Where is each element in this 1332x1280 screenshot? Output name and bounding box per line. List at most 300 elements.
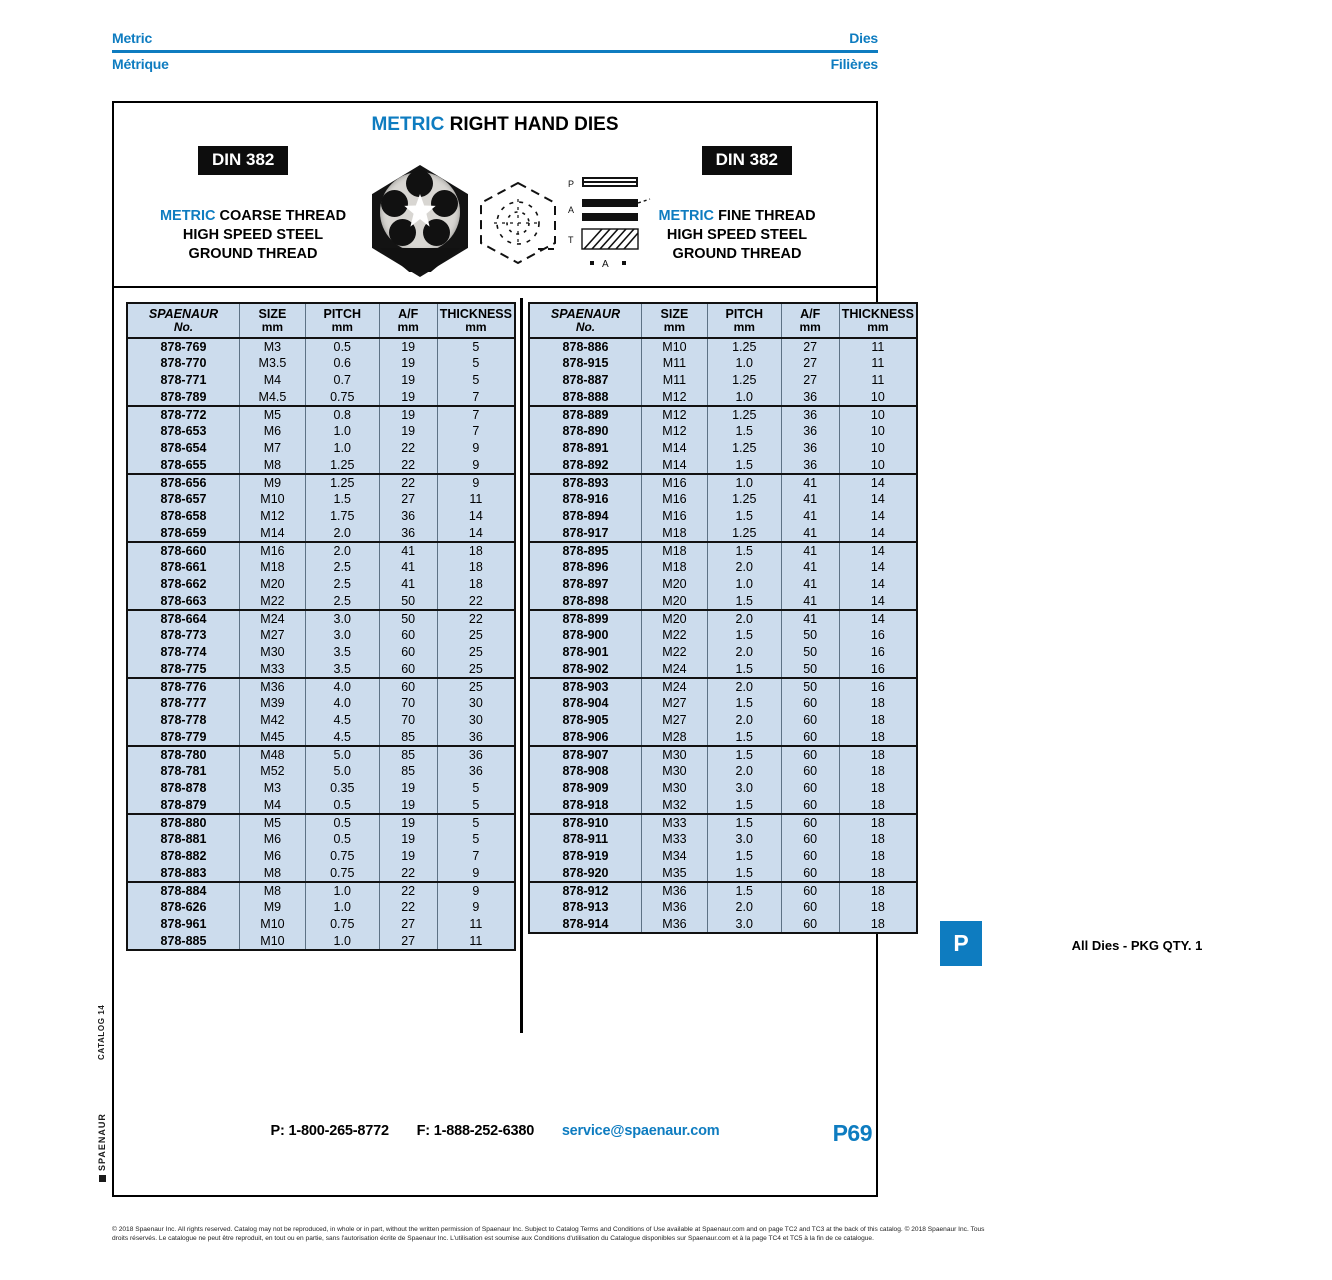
table-row xyxy=(529,712,917,729)
fine-thread-table xyxy=(528,302,918,934)
cell-pitch: 4.0 xyxy=(305,695,379,712)
cell-thickness: 11 xyxy=(839,355,917,372)
cell-thickness: 7 xyxy=(437,406,515,423)
cell-across-flats: 27 xyxy=(379,933,437,950)
cell-size: M12 xyxy=(641,389,707,406)
table-row xyxy=(127,576,515,593)
cell-across-flats: 36 xyxy=(781,406,839,423)
table-row xyxy=(529,542,917,559)
cell-thickness: 25 xyxy=(437,678,515,695)
cell-across-flats: 19 xyxy=(379,372,437,389)
cell-part-number: 878-664 xyxy=(127,610,239,627)
cell-size: M33 xyxy=(641,814,707,831)
cell-part-number: 878-917 xyxy=(529,525,641,542)
cell-part-number: 878-770 xyxy=(127,355,239,372)
header-left-subtitle: Métrique xyxy=(112,56,169,72)
cell-thickness: 14 xyxy=(839,593,917,610)
cell-thickness: 5 xyxy=(437,780,515,797)
cell-part-number: 878-879 xyxy=(127,797,239,814)
cell-pitch: 1.5 xyxy=(707,746,781,763)
cell-part-number: 878-916 xyxy=(529,491,641,508)
cell-across-flats: 60 xyxy=(781,797,839,814)
cell-across-flats: 22 xyxy=(379,865,437,882)
cell-thickness: 16 xyxy=(839,678,917,695)
cell-across-flats: 22 xyxy=(379,440,437,457)
table-row xyxy=(529,729,917,746)
coarse-thread-table-wrapper xyxy=(126,302,516,951)
cell-thickness: 14 xyxy=(839,525,917,542)
cell-pitch: 1.0 xyxy=(305,899,379,916)
table-row xyxy=(529,780,917,797)
cell-thickness: 18 xyxy=(839,882,917,899)
cell-pitch: 1.0 xyxy=(707,389,781,406)
cell-pitch: 2.0 xyxy=(707,559,781,576)
column-header-pitch: PITCH mm xyxy=(707,303,781,338)
cell-size: M22 xyxy=(641,644,707,661)
cell-part-number: 878-894 xyxy=(529,508,641,525)
cell-across-flats: 19 xyxy=(379,831,437,848)
cell-pitch: 1.0 xyxy=(305,440,379,457)
cell-size: M3 xyxy=(239,780,305,797)
table-row xyxy=(529,474,917,491)
cell-pitch: 1.5 xyxy=(707,423,781,440)
cell-size: M18 xyxy=(641,542,707,559)
cell-size: M4 xyxy=(239,797,305,814)
cell-size: M24 xyxy=(641,661,707,678)
cell-thickness: 14 xyxy=(437,525,515,542)
cell-part-number: 878-657 xyxy=(127,491,239,508)
cell-thickness: 9 xyxy=(437,899,515,916)
cell-part-number: 878-662 xyxy=(127,576,239,593)
svg-text:T: T xyxy=(568,235,574,245)
column-header-part-number: SPAENAUR No. xyxy=(529,303,641,338)
table-row xyxy=(127,457,515,474)
cell-across-flats: 27 xyxy=(781,338,839,355)
table-row xyxy=(127,729,515,746)
table-row xyxy=(127,746,515,763)
spec-line3-coarse: GROUND THREAD xyxy=(188,246,318,262)
cell-across-flats: 36 xyxy=(781,423,839,440)
table-row xyxy=(127,406,515,423)
cell-size: M36 xyxy=(641,882,707,899)
cell-size: M39 xyxy=(239,695,305,712)
cell-across-flats: 36 xyxy=(781,389,839,406)
cell-across-flats: 50 xyxy=(781,678,839,695)
cell-thickness: 14 xyxy=(839,474,917,491)
cell-across-flats: 22 xyxy=(379,457,437,474)
hex-die-line-drawing-icon xyxy=(476,179,560,267)
cell-pitch: 2.5 xyxy=(305,559,379,576)
cell-pitch: 0.6 xyxy=(305,355,379,372)
cell-pitch: 0.5 xyxy=(305,814,379,831)
cell-across-flats: 60 xyxy=(781,695,839,712)
tables-area xyxy=(114,288,1203,1048)
legal-text-french: © 2018 Spaenaur Inc. Tous droits réservés. Le catalogue ne peut être reproduit, en tout ou en partie, sans l'autorisation écrite de Spaenaur Inc. L'utilisation est soumise aux Conditions d'utilisation du Catalogue disponibles sur Spaenaur.com et à la page TC4 et TC5 à la fin de ce catalogue. xyxy=(112,1226,985,1243)
brand-mark-icon xyxy=(99,1175,106,1182)
table-row xyxy=(529,508,917,525)
cell-size: M27 xyxy=(641,695,707,712)
table-row xyxy=(529,831,917,848)
table-column-divider xyxy=(520,298,523,1033)
table-row xyxy=(127,644,515,661)
cell-size: M20 xyxy=(641,610,707,627)
table-row xyxy=(529,593,917,610)
cell-size: M6 xyxy=(239,831,305,848)
cell-thickness: 16 xyxy=(839,627,917,644)
table-row xyxy=(529,372,917,389)
table-row xyxy=(127,338,515,355)
cell-part-number: 878-918 xyxy=(529,797,641,814)
section-tab-p: P xyxy=(940,921,982,966)
cell-part-number: 878-910 xyxy=(529,814,641,831)
spec-text-coarse xyxy=(128,207,378,264)
cell-across-flats: 50 xyxy=(781,661,839,678)
cell-size: M3 xyxy=(239,338,305,355)
table-row xyxy=(127,593,515,610)
cell-part-number: 878-880 xyxy=(127,814,239,831)
cell-thickness: 14 xyxy=(839,542,917,559)
table-row xyxy=(127,372,515,389)
cell-part-number: 878-661 xyxy=(127,559,239,576)
table-row xyxy=(529,491,917,508)
cell-thickness: 18 xyxy=(839,814,917,831)
cell-size: M4.5 xyxy=(239,389,305,406)
cell-across-flats: 50 xyxy=(379,593,437,610)
cell-thickness: 36 xyxy=(437,746,515,763)
cell-thickness: 10 xyxy=(839,389,917,406)
cell-part-number: 878-900 xyxy=(529,627,641,644)
spec-line3-fine: GROUND THREAD xyxy=(672,246,802,262)
cell-pitch: 1.25 xyxy=(707,491,781,508)
cell-part-number: 878-889 xyxy=(529,406,641,423)
cell-size: M12 xyxy=(641,406,707,423)
cell-part-number: 878-919 xyxy=(529,848,641,865)
cell-thickness: 18 xyxy=(839,899,917,916)
cell-pitch: 1.5 xyxy=(707,848,781,865)
cell-pitch: 2.5 xyxy=(305,593,379,610)
cell-thickness: 11 xyxy=(839,338,917,355)
cell-pitch: 0.75 xyxy=(305,389,379,406)
cell-size: M14 xyxy=(239,525,305,542)
cell-size: M11 xyxy=(641,355,707,372)
support-email-link[interactable]: service@spaenaur.com xyxy=(561,1123,720,1139)
cell-pitch: 1.5 xyxy=(707,865,781,882)
table-row xyxy=(127,933,515,950)
cell-pitch: 3.5 xyxy=(305,661,379,678)
cell-size: M10 xyxy=(239,916,305,933)
cell-thickness: 5 xyxy=(437,797,515,814)
cell-thickness: 11 xyxy=(437,916,515,933)
cell-size: M27 xyxy=(239,627,305,644)
cell-part-number: 878-775 xyxy=(127,661,239,678)
cell-across-flats: 41 xyxy=(781,610,839,627)
fax-label: F: xyxy=(416,1123,430,1139)
header-left-title: Metric xyxy=(112,30,153,46)
cell-thickness: 16 xyxy=(839,644,917,661)
cell-thickness: 18 xyxy=(839,712,917,729)
table-row xyxy=(127,797,515,814)
cell-across-flats: 60 xyxy=(379,661,437,678)
cell-across-flats: 36 xyxy=(781,457,839,474)
table-row xyxy=(127,814,515,831)
spec-line1-fine: FINE THREAD xyxy=(714,208,816,224)
cell-thickness: 18 xyxy=(437,559,515,576)
cell-across-flats: 41 xyxy=(781,542,839,559)
cell-pitch: 1.5 xyxy=(707,542,781,559)
cell-across-flats: 19 xyxy=(379,389,437,406)
cell-size: M8 xyxy=(239,457,305,474)
cell-size: M20 xyxy=(239,576,305,593)
cell-across-flats: 22 xyxy=(379,882,437,899)
cell-size: M45 xyxy=(239,729,305,746)
cell-pitch: 1.5 xyxy=(707,627,781,644)
cell-part-number: 878-774 xyxy=(127,644,239,661)
page-title-rest: RIGHT HAND DIES xyxy=(444,114,619,135)
cell-pitch: 0.5 xyxy=(305,831,379,848)
cell-part-number: 878-773 xyxy=(127,627,239,644)
din-standard-badge-fine: DIN 382 xyxy=(702,146,792,175)
table-row xyxy=(127,542,515,559)
cell-thickness: 9 xyxy=(437,474,515,491)
cell-thickness: 18 xyxy=(839,848,917,865)
cell-thickness: 25 xyxy=(437,627,515,644)
cell-size: M20 xyxy=(641,576,707,593)
cell-thickness: 10 xyxy=(839,457,917,474)
cell-across-flats: 41 xyxy=(781,559,839,576)
cell-size: M34 xyxy=(641,848,707,865)
cell-part-number: 878-654 xyxy=(127,440,239,457)
cell-pitch: 4.5 xyxy=(305,712,379,729)
cell-size: M4 xyxy=(239,372,305,389)
table-row xyxy=(529,440,917,457)
table-row xyxy=(529,644,917,661)
spec-accent-coarse: METRIC xyxy=(159,208,216,224)
cell-size: M35 xyxy=(641,865,707,882)
cell-part-number: 878-881 xyxy=(127,831,239,848)
cell-thickness: 9 xyxy=(437,440,515,457)
table-row xyxy=(127,508,515,525)
cell-size: M16 xyxy=(641,474,707,491)
cell-size: M22 xyxy=(641,627,707,644)
column-header-thickness: THICKNESS mm xyxy=(839,303,917,338)
cell-across-flats: 19 xyxy=(379,355,437,372)
cell-thickness: 9 xyxy=(437,865,515,882)
fine-thread-table-wrapper xyxy=(528,302,1203,953)
cell-across-flats: 60 xyxy=(781,780,839,797)
column-header-thickness: THICKNESS mm xyxy=(437,303,515,338)
table-row xyxy=(127,763,515,780)
cell-across-flats: 50 xyxy=(781,627,839,644)
cell-size: M18 xyxy=(239,559,305,576)
table-row xyxy=(529,576,917,593)
cell-thickness: 7 xyxy=(437,423,515,440)
cell-part-number: 878-913 xyxy=(529,899,641,916)
cell-pitch: 1.25 xyxy=(305,474,379,491)
cell-part-number: 878-961 xyxy=(127,916,239,933)
cell-thickness: 10 xyxy=(839,440,917,457)
table-row xyxy=(529,355,917,372)
cell-thickness: 18 xyxy=(839,797,917,814)
cell-size: M30 xyxy=(641,780,707,797)
cell-thickness: 14 xyxy=(839,491,917,508)
product-artwork xyxy=(372,161,652,283)
cell-thickness: 36 xyxy=(437,729,515,746)
cell-part-number: 878-885 xyxy=(127,933,239,950)
header-right-title: Dies xyxy=(849,30,878,46)
cell-thickness: 25 xyxy=(437,644,515,661)
cell-part-number: 878-789 xyxy=(127,389,239,406)
cell-thickness: 18 xyxy=(437,542,515,559)
table-row xyxy=(127,848,515,865)
cell-size: M27 xyxy=(641,712,707,729)
cell-pitch: 1.0 xyxy=(305,423,379,440)
cell-pitch: 2.0 xyxy=(707,610,781,627)
cell-thickness: 7 xyxy=(437,848,515,865)
cell-size: M52 xyxy=(239,763,305,780)
page-running-header xyxy=(112,30,878,72)
cell-part-number: 878-890 xyxy=(529,423,641,440)
cell-thickness: 5 xyxy=(437,372,515,389)
header-divider xyxy=(112,50,878,53)
spec-accent-fine: METRIC xyxy=(658,208,715,224)
cell-part-number: 878-915 xyxy=(529,355,641,372)
cell-part-number: 878-895 xyxy=(529,542,641,559)
cell-across-flats: 60 xyxy=(781,763,839,780)
cell-across-flats: 85 xyxy=(379,763,437,780)
cell-pitch: 1.5 xyxy=(707,729,781,746)
column-header-part-number: SPAENAUR No. xyxy=(127,303,239,338)
phone-number: 1-800-265-8772 xyxy=(288,1123,389,1139)
fine-thread-table-body xyxy=(529,338,917,933)
cell-across-flats: 27 xyxy=(379,491,437,508)
din-standard-badge-coarse: DIN 382 xyxy=(198,146,288,175)
cell-size: M10 xyxy=(239,491,305,508)
cell-pitch: 2.0 xyxy=(305,525,379,542)
cell-size: M6 xyxy=(239,423,305,440)
cell-part-number: 878-653 xyxy=(127,423,239,440)
cell-across-flats: 27 xyxy=(379,916,437,933)
cell-part-number: 878-886 xyxy=(529,338,641,355)
cell-part-number: 878-656 xyxy=(127,474,239,491)
cell-part-number: 878-658 xyxy=(127,508,239,525)
table-row xyxy=(529,899,917,916)
cell-thickness: 9 xyxy=(437,882,515,899)
cell-size: M8 xyxy=(239,865,305,882)
table-row xyxy=(127,440,515,457)
cell-across-flats: 70 xyxy=(379,712,437,729)
cell-thickness: 18 xyxy=(839,695,917,712)
cell-part-number: 878-626 xyxy=(127,899,239,916)
cell-thickness: 22 xyxy=(437,593,515,610)
cell-part-number: 878-899 xyxy=(529,610,641,627)
cell-pitch: 1.25 xyxy=(707,440,781,457)
table-row xyxy=(127,355,515,372)
cell-across-flats: 41 xyxy=(781,593,839,610)
cell-pitch: 1.5 xyxy=(707,457,781,474)
cell-size: M42 xyxy=(239,712,305,729)
table-row xyxy=(127,678,515,695)
cell-pitch: 4.5 xyxy=(305,729,379,746)
cell-thickness: 18 xyxy=(839,763,917,780)
cell-thickness: 10 xyxy=(839,423,917,440)
cell-pitch: 1.0 xyxy=(707,355,781,372)
cell-thickness: 16 xyxy=(839,661,917,678)
table-row xyxy=(529,695,917,712)
spec-line1-coarse: COARSE THREAD xyxy=(215,208,347,224)
cell-across-flats: 19 xyxy=(379,423,437,440)
cell-thickness: 18 xyxy=(839,865,917,882)
cell-size: M30 xyxy=(239,644,305,661)
page-title xyxy=(114,103,876,136)
table-row xyxy=(127,916,515,933)
cell-part-number: 878-882 xyxy=(127,848,239,865)
cell-across-flats: 60 xyxy=(379,627,437,644)
column-header-size: SIZE mm xyxy=(239,303,305,338)
cell-pitch: 1.25 xyxy=(707,372,781,389)
cell-pitch: 1.25 xyxy=(707,525,781,542)
cell-across-flats: 22 xyxy=(379,474,437,491)
cell-pitch: 2.0 xyxy=(707,712,781,729)
cell-size: M36 xyxy=(641,899,707,916)
table-row xyxy=(127,610,515,627)
cell-size: M11 xyxy=(641,372,707,389)
cell-pitch: 0.75 xyxy=(305,848,379,865)
cell-size: M18 xyxy=(641,525,707,542)
table-row xyxy=(127,474,515,491)
cell-thickness: 14 xyxy=(839,576,917,593)
cell-thickness: 30 xyxy=(437,695,515,712)
table-row xyxy=(127,899,515,916)
cell-across-flats: 60 xyxy=(781,814,839,831)
cell-size: M30 xyxy=(641,746,707,763)
cell-thickness: 18 xyxy=(839,831,917,848)
cell-across-flats: 36 xyxy=(379,508,437,525)
cell-thickness: 11 xyxy=(437,933,515,950)
cell-size: M8 xyxy=(239,882,305,899)
cell-size: M16 xyxy=(239,542,305,559)
table-row xyxy=(529,389,917,406)
cell-size: M14 xyxy=(641,440,707,457)
cell-size: M24 xyxy=(239,610,305,627)
contact-row xyxy=(114,1123,876,1139)
cell-pitch: 2.0 xyxy=(707,763,781,780)
table-row xyxy=(127,695,515,712)
cell-part-number: 878-780 xyxy=(127,746,239,763)
cell-pitch: 3.5 xyxy=(305,644,379,661)
cell-across-flats: 70 xyxy=(379,695,437,712)
margin-catalog-label: CATALOG 14 xyxy=(97,1004,106,1060)
column-header-across-flats: A/F mm xyxy=(781,303,839,338)
cell-across-flats: 41 xyxy=(781,525,839,542)
cell-across-flats: 60 xyxy=(781,831,839,848)
cell-part-number: 878-904 xyxy=(529,695,641,712)
cell-part-number: 878-905 xyxy=(529,712,641,729)
cell-size: M18 xyxy=(641,559,707,576)
cell-pitch: 1.5 xyxy=(707,661,781,678)
cell-across-flats: 41 xyxy=(379,559,437,576)
cell-part-number: 878-906 xyxy=(529,729,641,746)
cell-thickness: 18 xyxy=(839,916,917,933)
cell-thickness: 5 xyxy=(437,355,515,372)
page-number: P69 xyxy=(832,1120,872,1146)
cell-part-number: 878-887 xyxy=(529,372,641,389)
cell-pitch: 0.5 xyxy=(305,338,379,355)
cell-pitch: 1.5 xyxy=(707,882,781,899)
cell-part-number: 878-908 xyxy=(529,763,641,780)
cell-across-flats: 60 xyxy=(781,899,839,916)
cell-pitch: 0.75 xyxy=(305,916,379,933)
cell-across-flats: 27 xyxy=(781,372,839,389)
